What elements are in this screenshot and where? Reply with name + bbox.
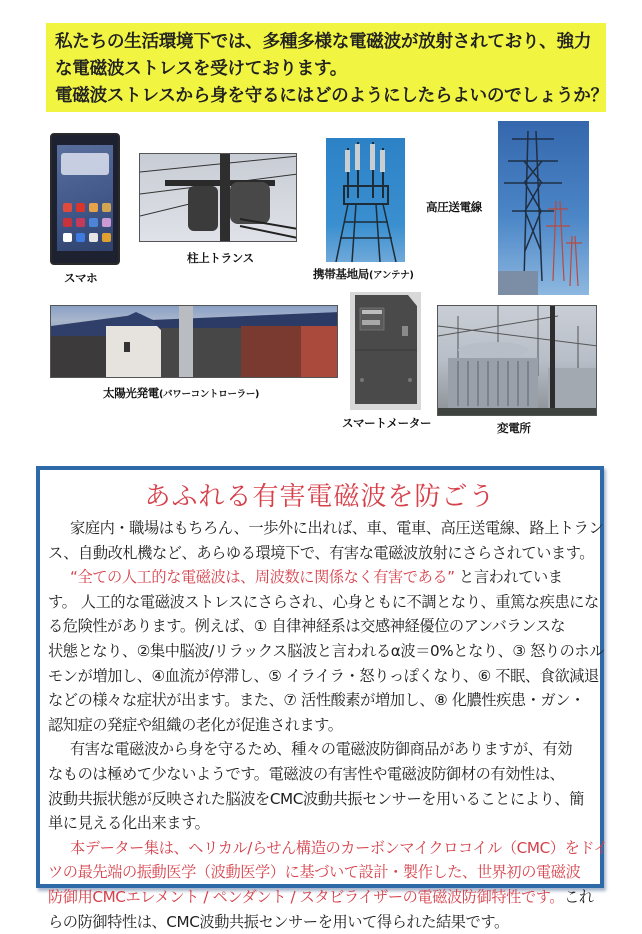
body-text-segment: 認知症の発症や組織の老化が促進されます。 — [48, 716, 343, 734]
body-text-segment: る危険性があります。例えば、① 自律神経系は交感神経優位のアンバランスな — [48, 617, 565, 635]
caption-smart-meter: スマートメーター — [342, 415, 431, 431]
body-line — [48, 639, 604, 664]
body-line — [48, 910, 604, 934]
phone-screen — [57, 145, 113, 251]
caption-cell-base-station — [313, 266, 414, 282]
body-text-segment: などの様々な症状が出ます。また、⑦ 活性酸素が増加し、⑧ 化膿性疾患・ガン・ — [48, 691, 585, 709]
caption-substation: 変電所 — [497, 420, 531, 436]
power-tower-illustration — [498, 121, 589, 295]
body-line — [48, 590, 604, 615]
body-text-segment: らの防御特性は、CMC波動共振センサーを用いて得られた結果です。 — [48, 913, 509, 931]
box-body — [48, 516, 604, 934]
body-text-segment: す。 人工的な電磁波ストレスにさらされ、心身ともに不調となり、重篤な疾患にな — [48, 593, 599, 611]
highlight-text: 本データー集は、ヘリカル/らせん構造のカーボンマイクロコイル（CMC）をドイ — [70, 839, 608, 857]
pole-transformer-photo — [139, 153, 297, 242]
caption-smartphone: スマホ — [64, 270, 97, 286]
box-title: あふれる有害電磁波を防ごう — [40, 476, 600, 513]
banner-line: な電磁波ストレスを受けております。 — [55, 56, 606, 83]
caption-solar-power-sub: (パワーコントローラー) — [159, 389, 259, 400]
body-text-segment: ス、自動改札機など、あらゆる環境下で、有害な電磁波放射にさらされています。 — [48, 544, 594, 562]
intro-banner — [46, 23, 606, 112]
banner-line: 私たちの生活環境下では、多種多様な電磁波が放射されており、強力 — [55, 29, 606, 56]
body-text-segment: 波動共振状態が反映された脳波をCMC波動共振センサーを用いることにより、簡 — [48, 790, 584, 808]
phone-app-grid — [63, 203, 107, 242]
body-line — [48, 762, 604, 787]
body-text-segment: なものは極めて少ないようです。電磁波の有害性や電磁波防御材の有効性は、 — [48, 765, 564, 783]
body-line — [48, 516, 604, 541]
body-line — [48, 541, 604, 566]
highlight-quote: “全ての人工的な電磁波は、周波数に関係なく有害である” — [70, 568, 455, 586]
body-text-segment: と言われていま — [455, 568, 563, 586]
caption-cell-base-station-main: 携帯基地局 — [313, 267, 369, 281]
harmful-em-waves-box — [36, 466, 604, 888]
caption-cell-base-station-sub: (アンテナ) — [369, 270, 414, 281]
body-line — [48, 811, 604, 836]
highlight-text: ツの最先端の振動医学（波動医学）に基づいて設計・製作した、世界初の電磁波 — [48, 863, 580, 881]
houses-illustration — [51, 306, 338, 378]
caption-pole-transformer: 柱上トランス — [187, 250, 254, 266]
body-line — [48, 688, 604, 713]
body-line — [48, 787, 604, 812]
cell-base-station-photo — [326, 138, 405, 262]
body-line — [48, 713, 604, 738]
meter-illustration — [350, 292, 421, 410]
phone-widget — [61, 153, 109, 175]
high-voltage-line-photo — [498, 121, 589, 295]
antenna-tower-illustration — [326, 138, 405, 262]
caption-high-voltage-line: 高圧送電線 — [426, 199, 482, 215]
body-text-segment: 状態となり、②集中脳波/リラックス脳波と言われるα波＝0%となり、③ 怒りのホル — [48, 642, 604, 660]
body-text-segment: これ — [564, 888, 594, 906]
caption-solar-power — [103, 385, 259, 401]
caption-solar-power-main: 太陽光発電 — [103, 386, 159, 400]
substation-photo — [437, 305, 597, 416]
body-text-segment: 有害な電磁波から身を守るため、種々の電磁波防御商品がありますが、有効 — [70, 740, 572, 758]
smartphone-photo — [50, 133, 120, 265]
smart-meter-photo — [350, 292, 421, 410]
body-text-segment: 家庭内・職場はもちろん、一歩外に出れば、車、電車、高圧送電線、路上トラン — [70, 519, 603, 537]
highlight-text: 防御用CMCエレメント / ペンダント / スタビライザーの電磁波防御特性です。 — [48, 888, 564, 906]
body-line — [48, 836, 604, 861]
body-line — [48, 737, 604, 762]
body-text-segment: 単に見える化出来ます。 — [48, 814, 209, 832]
body-line — [48, 614, 604, 639]
banner-line: 電磁波ストレスから身を守るにはどのようにしたらよいのでしょうか？ — [55, 83, 606, 110]
solar-power-photo — [50, 305, 338, 378]
body-line — [48, 565, 604, 590]
body-text-segment: モンが増加し、④血流が停滞し、⑤ イライラ・怒りっぽくなり、⑥ 不眠、食欲減退 — [48, 667, 599, 685]
body-line — [48, 860, 604, 885]
substation-illustration — [438, 306, 597, 416]
transformer-illustration — [140, 154, 297, 242]
body-line — [48, 664, 604, 689]
